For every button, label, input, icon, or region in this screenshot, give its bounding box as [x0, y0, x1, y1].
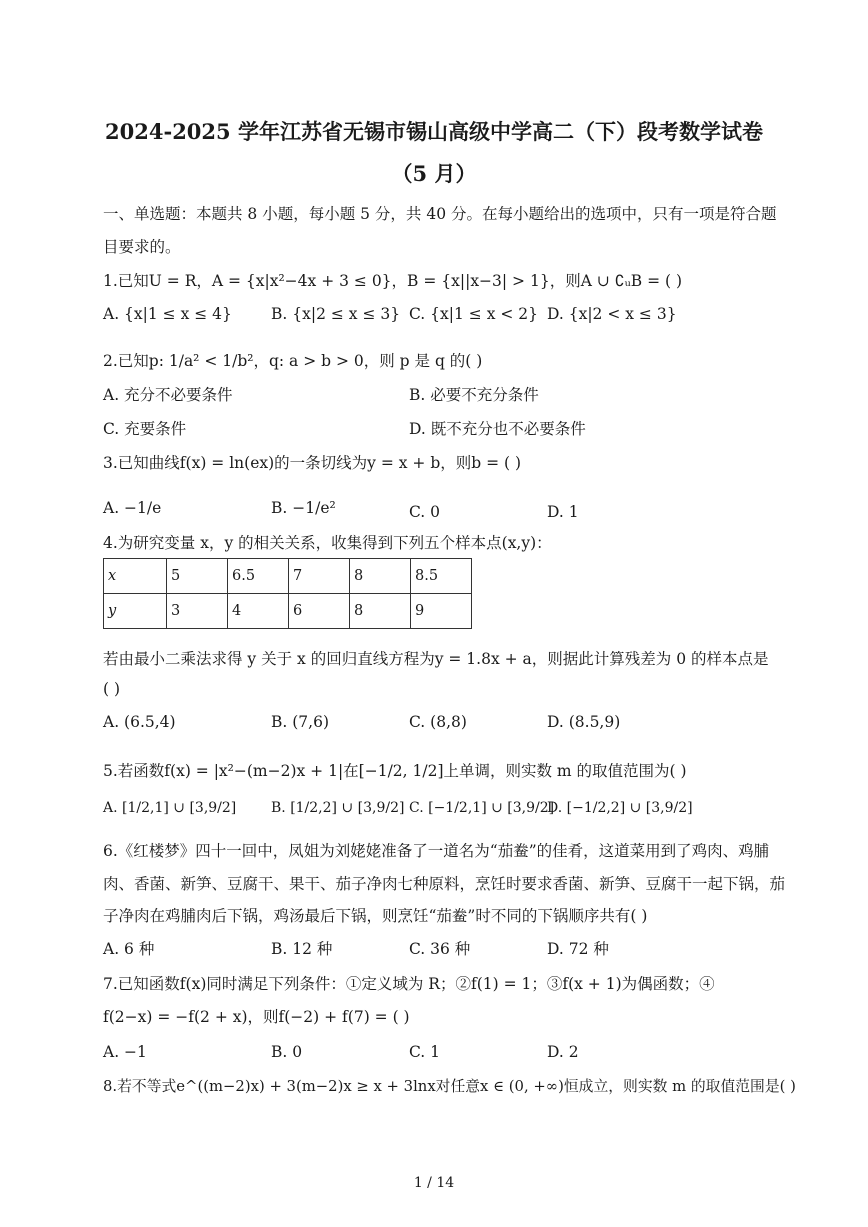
- question-4-followup: 若由最小二乘法求得 y 关于 x 的回归直线方程为y = 1.8x + a，则据此计算残差为 0 的样本点是: [103, 650, 769, 668]
- q2-option-b: B. 必要不充分条件: [409, 386, 539, 404]
- question-7-line-2: f(2−x) = −f(2 + x)，则f(−2) + f(7) = ( ): [103, 1008, 410, 1026]
- q4-option-c: C. (8,8): [409, 713, 467, 731]
- q6-option-d: D. 72 种: [547, 940, 609, 958]
- sample-points-table: [103, 558, 472, 629]
- table-row: [104, 559, 472, 594]
- q1-option-c: C. {x|1 ≤ x < 2}: [409, 305, 538, 323]
- table-cell: x: [104, 559, 167, 594]
- section-heading-cont: 目要求的。: [103, 238, 181, 256]
- q7-option-d: D. 2: [547, 1043, 579, 1061]
- table-cell: 6: [289, 594, 350, 629]
- question-7-line-1: 7.已知函数f(x)同时满足下列条件：①定义域为 R；②f(1) = 1；③f(x + 1)为偶函数；④: [103, 975, 715, 993]
- q3-option-a: A. −1/e: [103, 499, 162, 517]
- exam-title: 2024-2025 学年江苏省无锡市锡山高级中学高二（下）段考数学试卷: [105, 119, 763, 144]
- q3-option-c: C. 0: [409, 503, 441, 521]
- exam-subtitle: （5 月）: [391, 161, 477, 186]
- q1-option-d: D. {x|2 < x ≤ 3}: [547, 305, 677, 323]
- table-cell: 4: [228, 594, 289, 629]
- q6-option-a: A. 6 种: [103, 940, 155, 958]
- table-cell: 7: [289, 559, 350, 594]
- question-6-line-1: 6.《红楼梦》四十一回中，凤姐为刘姥姥准备了一道名为“茄鲞”的佳肴，这道菜用到了鸡肉、鸡脯: [103, 842, 770, 860]
- q4-option-b: B. (7,6): [271, 713, 329, 731]
- table-row: [104, 594, 472, 629]
- q2-option-c: C. 充要条件: [103, 420, 187, 438]
- q6-option-b: B. 12 种: [271, 940, 333, 958]
- question-2-stem: 2.已知p: 1/a² < 1/b²，q: a > b > 0，则 p 是 q 的( ): [103, 352, 483, 370]
- table-cell: 8: [350, 559, 411, 594]
- table-cell: 6.5: [228, 559, 289, 594]
- table-cell: 8: [350, 594, 411, 629]
- q3-option-d: D. 1: [547, 503, 579, 521]
- table-cell: y: [104, 594, 167, 629]
- table-cell: 5: [167, 559, 228, 594]
- q6-option-c: C. 36 种: [409, 940, 471, 958]
- q2-option-a: A. 充分不必要条件: [103, 386, 233, 404]
- question-6-line-2: 肉、香菌、新笋、豆腐干、果干、茄子净肉七种原料，烹饪时要求香菌、新笋、豆腐干一起下锅，茄: [103, 875, 786, 893]
- question-5-stem: 5.若函数f(x) = |x²−(m−2)x + 1|在[−1/2, 1/2]上单调，则实数 m 的取值范围为( ): [103, 762, 687, 780]
- question-3-stem: 3.已知曲线f(x) = ln(ex)的一条切线为y = x + b，则b = ( ): [103, 454, 522, 472]
- q1-option-b: B. {x|2 ≤ x ≤ 3}: [271, 305, 401, 323]
- question-4-followup-paren: ( ): [103, 680, 121, 698]
- question-6-line-3: 子净肉在鸡脯肉后下锅，鸡汤最后下锅，则烹饪“茄鲞”时不同的下锅顺序共有( ): [103, 907, 648, 925]
- table-cell: 8.5: [411, 559, 472, 594]
- q7-option-c: C. 1: [409, 1043, 441, 1061]
- table-cell: 9: [411, 594, 472, 629]
- q4-option-a: A. (6.5,4): [103, 713, 176, 731]
- q4-option-d: D. (8.5,9): [547, 713, 621, 731]
- table-cell: 3: [167, 594, 228, 629]
- q2-option-d: D. 既不充分也不必要条件: [409, 420, 586, 438]
- question-8-stem: 8.若不等式e^((m−2)x) + 3(m−2)x ≥ x + 3lnx对任意x ∈ (0, +∞)恒成立，则实数 m 的取值范围是( ): [103, 1078, 796, 1095]
- q5-option-b: B. [1/2,2] ∪ [3,9/2]: [271, 800, 405, 816]
- q5-option-a: A. [1/2,1] ∪ [3,9/2]: [103, 800, 237, 816]
- q1-option-a: A. {x|1 ≤ x ≤ 4}: [103, 305, 232, 323]
- question-1-stem: 1.已知U = R，A = {x|x²−4x + 3 ≤ 0}，B = {x||x−3| > 1}，则A ∪ ∁ᵤB = ( ): [103, 272, 683, 290]
- q7-option-a: A. −1: [103, 1043, 147, 1061]
- q5-option-d: D. [−1/2,2] ∪ [3,9/2]: [547, 800, 693, 816]
- question-4-stem: 4.为研究变量 x，y 的相关关系，收集得到下列五个样本点(x,y)：: [103, 534, 552, 552]
- page-number: 1 / 14: [413, 1175, 455, 1191]
- section-heading: 一、单选题：本题共 8 小题，每小题 5 分，共 40 分。在每小题给出的选项中，只有一项是符合题: [103, 205, 777, 223]
- q7-option-b: B. 0: [271, 1043, 303, 1061]
- q3-option-b: B. −1/e²: [271, 499, 336, 517]
- q5-option-c: C. [−1/2,1] ∪ [3,9/2]: [409, 800, 555, 816]
